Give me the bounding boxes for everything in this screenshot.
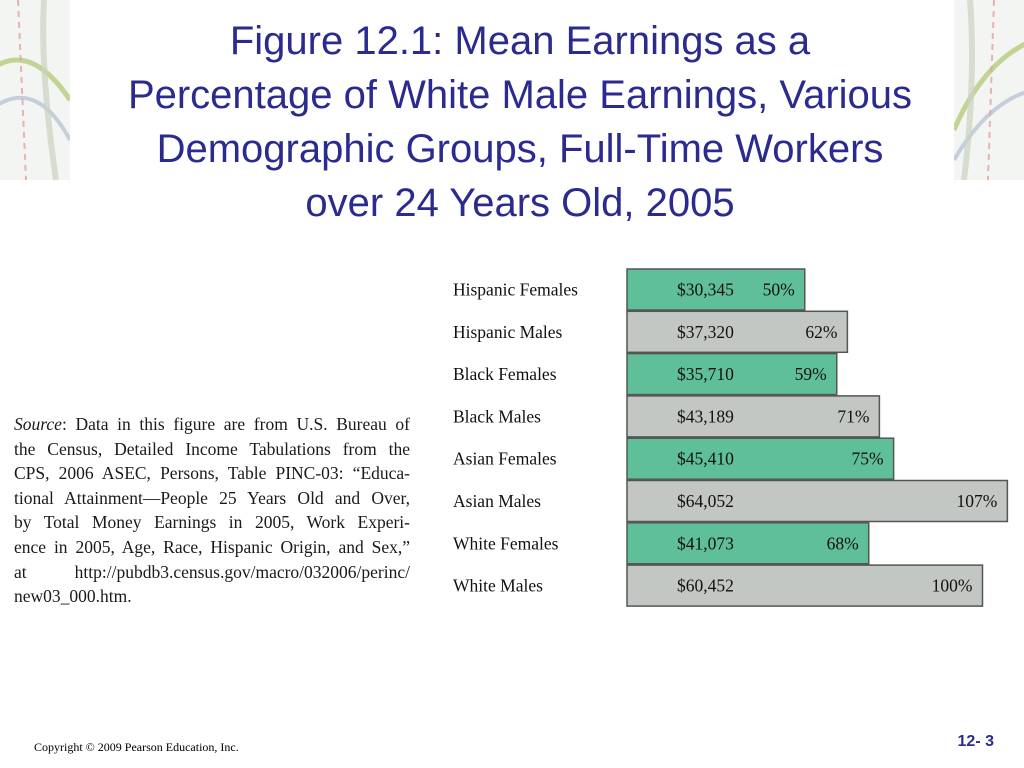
- title-line: Percentage of White Male Earnings, Various: [127, 73, 913, 117]
- earnings-label: $43,189: [677, 406, 734, 427]
- earnings-label: $41,073: [677, 533, 734, 554]
- percent-label: 100%: [931, 575, 973, 596]
- percent-label: 71%: [837, 406, 870, 427]
- percent-label: 62%: [805, 321, 838, 342]
- percent-label: 59%: [794, 364, 827, 385]
- source-first-line: : Data in this figure are from U.S. Bureau of: [61, 414, 410, 434]
- source-line: tional Attainment—People 25 Years Old and Over,: [14, 487, 410, 508]
- copyright-notice: Copyright © 2009 Pearson Education, Inc.: [34, 740, 239, 754]
- earnings-label: $45,410: [677, 448, 734, 469]
- percent-label: 107%: [956, 491, 998, 511]
- earnings-label: $37,320: [677, 321, 734, 342]
- percent-label: 75%: [851, 448, 884, 469]
- source-line: at http://pubdb3.census.gov/macro/032006/perinc/: [14, 561, 410, 582]
- page-number: 12- 3: [957, 733, 994, 750]
- category-label: Asian Males: [453, 491, 541, 511]
- category-label: White Males: [453, 575, 543, 596]
- category-label: Hispanic Females: [453, 279, 578, 300]
- category-label: Hispanic Males: [453, 321, 563, 342]
- category-label: White Females: [453, 533, 559, 554]
- source-line: ence in 2005, Age, Race, Hispanic Origin, and Sex,”: [14, 536, 410, 557]
- category-label: Asian Females: [453, 448, 557, 469]
- earnings-label: $35,710: [677, 364, 734, 385]
- source-label: Source: [14, 414, 62, 434]
- percent-label: 68%: [826, 533, 859, 554]
- category-label: Black Males: [453, 406, 541, 427]
- title-line: Demographic Groups, Full-Time Workers: [156, 127, 884, 171]
- percent-label: 50%: [762, 279, 795, 300]
- source-line: by Total Money Earnings in 2005, Work Experi-: [14, 512, 410, 533]
- earnings-label: $64,052: [677, 491, 734, 511]
- source-line: new03_000.htm.: [14, 586, 132, 607]
- category-label: Black Females: [453, 364, 557, 385]
- source-line: CPS, 2006 ASEC, Persons, Table PINC-03: “Educa-: [14, 463, 410, 484]
- title-line: over 24 Years Old, 2005: [305, 181, 735, 225]
- earnings-label: $30,345: [677, 279, 734, 300]
- title-line: Figure 12.1: Mean Earnings as a: [229, 19, 811, 63]
- source-line: the Census, Detailed Income Tabulations from the: [14, 438, 410, 459]
- earnings-label: $60,452: [677, 575, 734, 596]
